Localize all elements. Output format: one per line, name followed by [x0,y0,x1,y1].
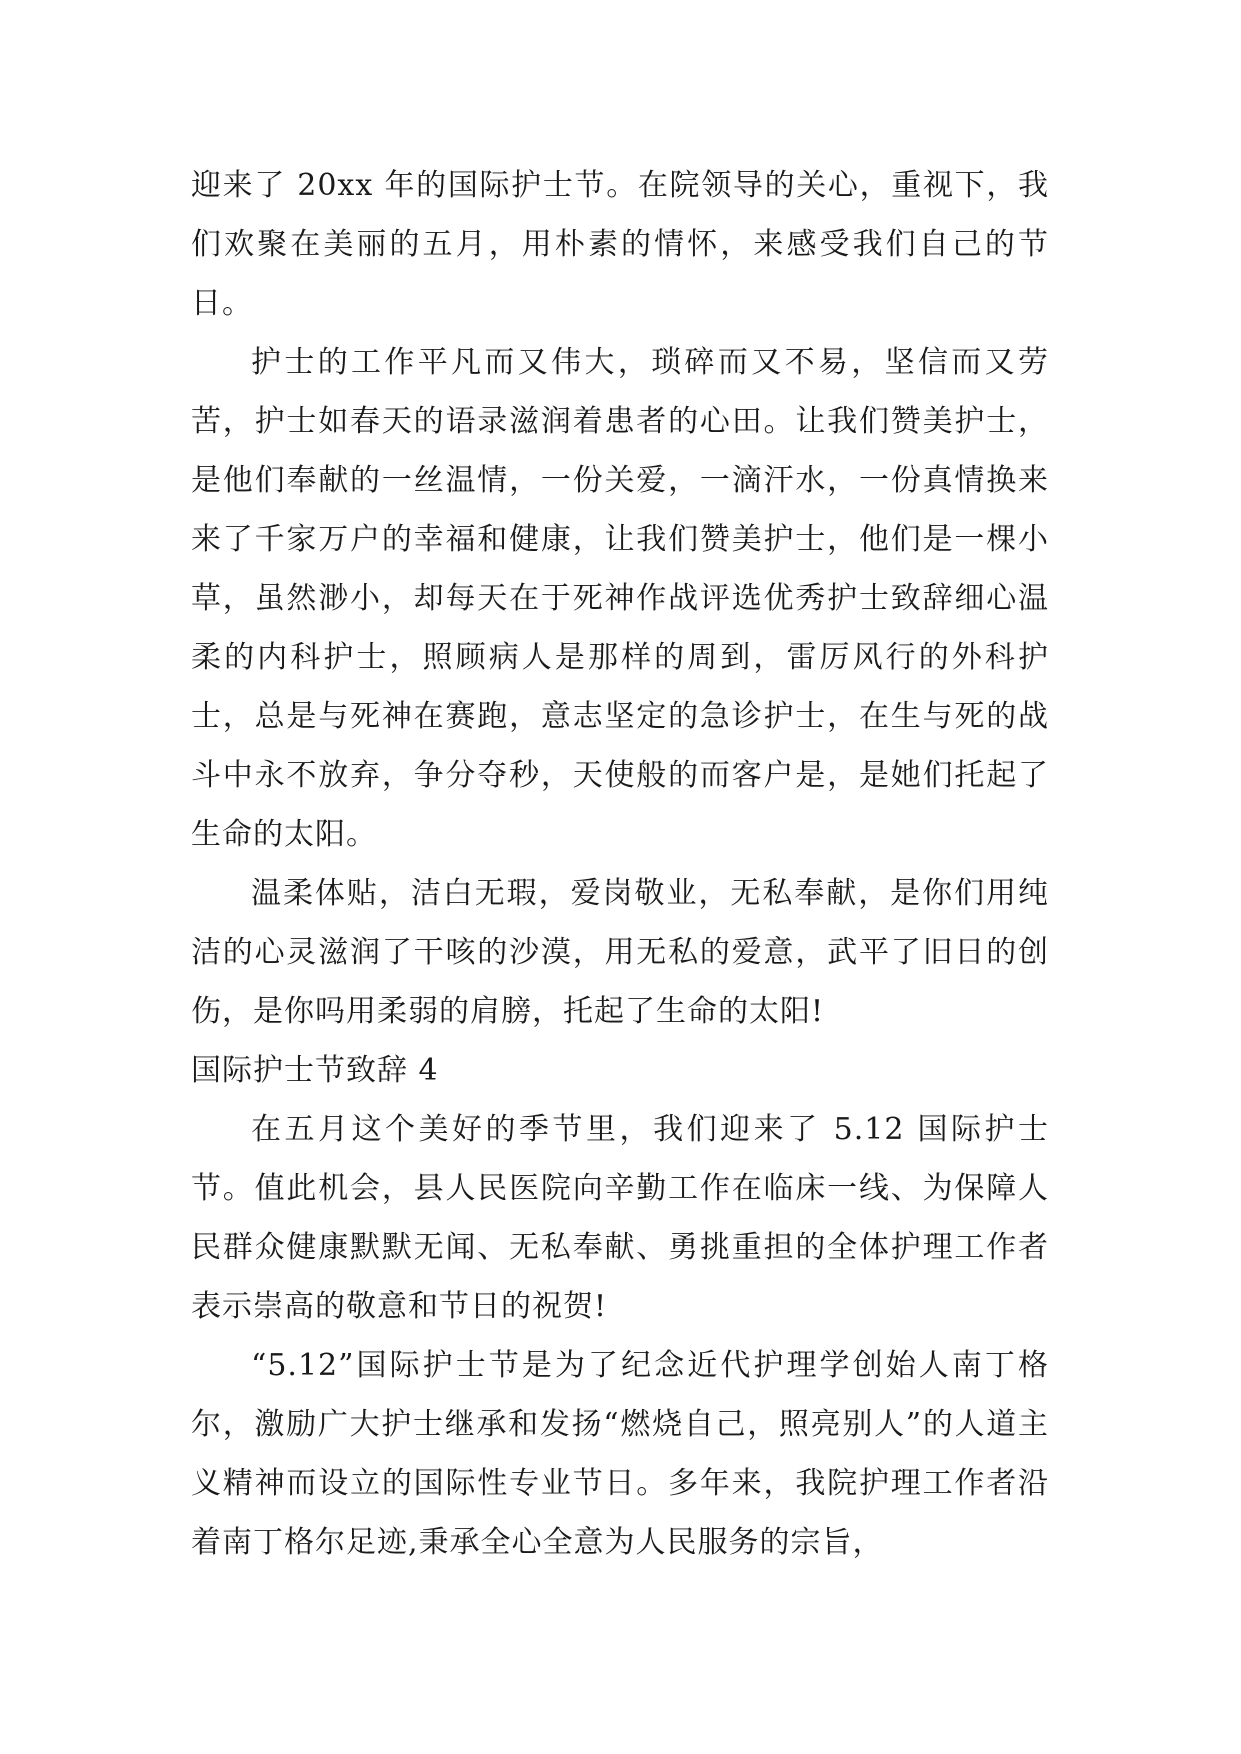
section-heading: 国际护士节致辞 4 [191,1053,439,1088]
document-body [191,156,1049,1572]
paragraph-3: 温柔体贴，洁白无瑕，爱岗敬业，无私奉献，是你们用纯洁的心灵滋润了干咳的沙漠，用无私的爱意，武平了旧日的创伤，是你吗用柔弱的肩膀，托起了生命的太阳! [191,876,1049,1029]
paragraph-4: 在五月这个美好的季节里，我们迎来了 5.12 国际护士节。值此机会，县人民医院向辛勤工作在临床一线、为保障人民群众健康默默无闻、无私奉献、勇挑重担的全体护理工作者表示崇高的敬意和节日的祝贺! [191,1112,1049,1324]
paragraph-1: 迎来了 20xx 年的国际护士节。在院领导的关心，重视下，我们欢聚在美丽的五月，用朴素的情怀，来感受我们自己的节日。 [191,168,1049,321]
paragraph-5: “5.12”国际护士节是为了纪念近代护理学创始人南丁格尔，激励广大护士继承和发扬“燃烧自己，照亮别人”的人道主义精神而设立的国际性专业节日。多年来，我院护理工作者沿着南丁格尔足迹,秉承全心全意为人民服务的宗旨， [191,1348,1049,1560]
paragraph-2: 护士的工作平凡而又伟大，琐碎而又不易，坚信而又劳苦，护士如春天的语录滋润着患者的心田。让我们赞美护士，是他们奉献的一丝温情，一份关爱，一滴汗水，一份真情换来来了千家万户的幸福和健康，让我们赞美护士，他们是一棵小草，虽然渺小，却每天在于死神作战评选优秀护士致辞细心温柔的内科护士，照顾病人是那样的周到，雷厉风行的外科护士，总是与死神在赛跑，意志坚定的急诊护士，在生与死的战斗中永不放弃，争分夺秒，天使般的而客户是，是她们托起了生命的太阳。 [191,345,1049,852]
